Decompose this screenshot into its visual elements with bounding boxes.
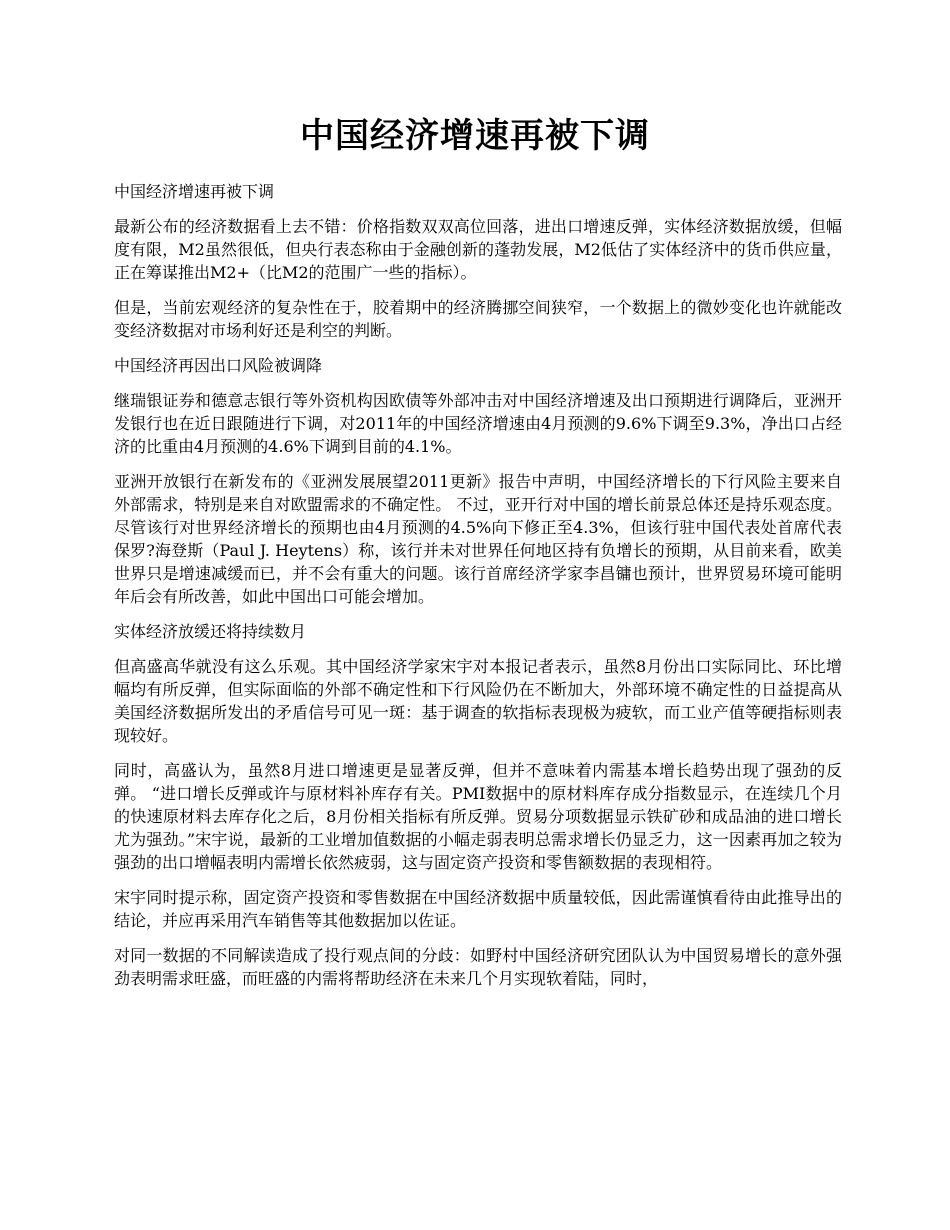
paragraph: 亚洲开放银行在新发布的《亚洲发展展望2011更新》报告中声明，中国经济增长的下行风险主要来自外部需求，特别是来自对欧盟需求的不确定性。 不过，亚开行对中国的增长前景总体还是持乐观态度。尽管该行对世界经济增长的预期也由4月预测的4.5%向下修正至4.3%，但该行驻中国代表处首席代表保罗?海登斯（Paul J. Heytens）称，该行并未对世界任何地区持有负增长的预期，从目前来看，欧美世界只是增速减缓而已，并不会有重大的问题。该行首席经济学家李昌镛也预计，世界贸易环境可能明年后会有所改善，如此中国出口可能会增加。: [114, 472, 842, 606]
paragraph: 但是，当前宏观经济的复杂性在于，胶着期中的经济腾挪空间狭窄，一个数据上的微妙变化也许就能改变经济数据对市场利好还是利空的判断。: [114, 298, 842, 340]
section-heading: 中国经济再因出口风险被调降: [114, 356, 323, 375]
document-body: [114, 180, 842, 1002]
paragraph: 最新公布的经济数据看上去不错：价格指数双双高位回落，进出口增速反弹，实体经济数据放缓，但幅度有限，M2虽然很低，但央行表态称由于金融创新的蓬勃发展，M2低估了实体经济中的货币供应量，正在筹谋推出M2+（比M2的范围广一些的指标）。: [114, 217, 842, 282]
paragraph: 同时，高盛认为，虽然8月进口增速更是显著反弹，但并不意味着内需基本增长趋势出现了强劲的反弹。 “进口增长反弹或许与原材料补库存有关。PMI数据中的原材料库存成分指数显示，在连续几个月的快速原材料去库存化之后，8月份相关指标有所反弹。贸易分项数据显示铁矿砂和成品油的进口增长尤为强劲。”宋宇说，最新的工业增加值数据的小幅走弱表明总需求增长仍显乏力，这一因素再加之较为强劲的出口增幅表明内需增长依然疲弱，这与固定资产投资和零售额数据的表现相符。: [114, 761, 842, 872]
paragraph: 宋宇同时提示称，固定资产投资和零售数据在中国经济数据中质量较低，因此需谨慎看待由此推导出的结论，并应再采用汽车销售等其他数据加以佐证。: [114, 888, 842, 930]
document-title: 中国经济增速再被下调: [300, 116, 650, 156]
paragraph: 但高盛高华就没有这么乐观。其中国经济学家宋宇对本报记者表示，虽然8月份出口实际同比、环比增幅均有所反弹，但实际面临的外部不确定性和下行风险仍在不断加大，外部环境不确定性的日益提高从美国经济数据所发出的矛盾信号可见一斑：基于调查的软指标表现极为疲软，而工业产值等硬指标则表现较好。: [114, 657, 842, 745]
section-heading: 实体经济放缓还将持续数月: [114, 622, 307, 641]
section-heading: 中国经济增速再被下调: [114, 182, 275, 201]
paragraph: 对同一数据的不同解读造成了投行观点间的分歧：如野村中国经济研究团队认为中国贸易增长的意外强劲表明需求旺盛，而旺盛的内需将帮助经济在未来几个月实现软着陆，同时，: [114, 946, 842, 988]
paragraph: 继瑞银证券和德意志银行等外资机构因欧债等外部冲击对中国经济增速及出口预期进行调降后，亚洲开发银行也在近日跟随进行下调，对2011年的中国经济增速由4月预测的9.6%下调至9.3%，净出口占经济的比重由4月预测的4.6%下调到目前的4.1%。: [114, 391, 842, 456]
